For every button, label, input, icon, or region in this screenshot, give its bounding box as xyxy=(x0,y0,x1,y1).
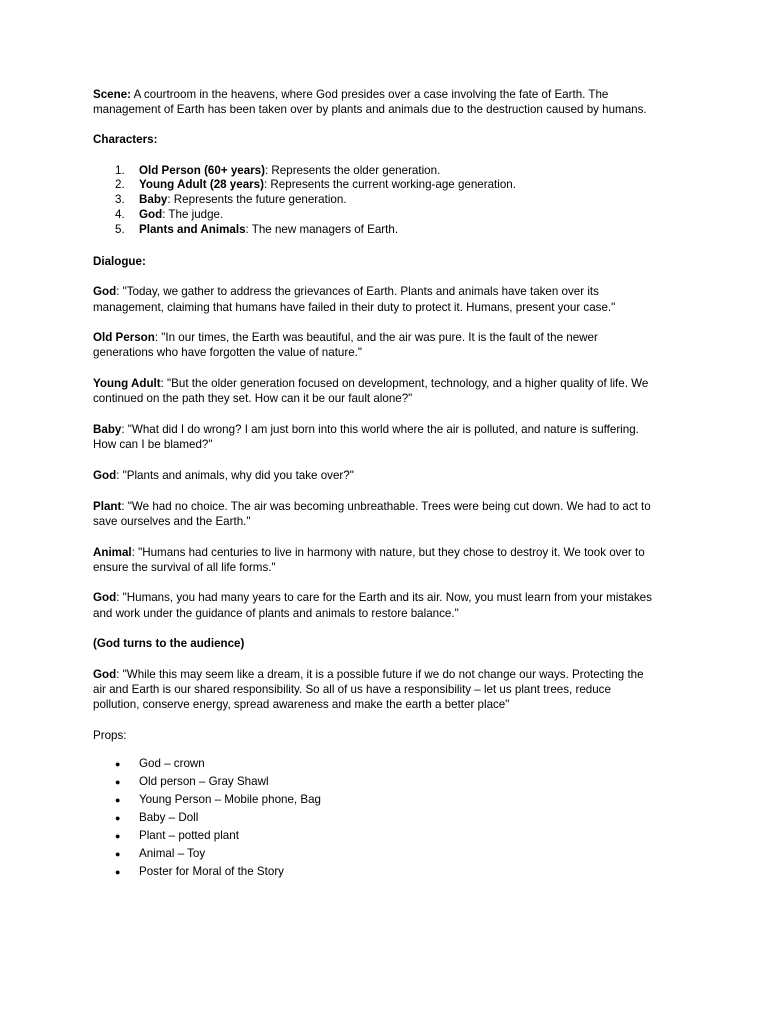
prop-item xyxy=(93,791,653,809)
bullet-icon: ● xyxy=(115,813,121,824)
character-desc: : Represents the current working-age generation. xyxy=(263,178,516,192)
final-dialogue-line xyxy=(93,667,653,713)
dialogue-line xyxy=(93,284,653,314)
props-list xyxy=(93,755,653,881)
bullet-icon: ● xyxy=(115,777,121,788)
scene-label: Scene: xyxy=(93,88,132,101)
prop-text: Baby – Doll xyxy=(139,811,199,825)
dialogue-line xyxy=(93,376,653,406)
scene-text: A courtroom in the heavens, where God presides over a case involving the fate of Earth. The management of Earth has been taken over by plants and animals due to the destruction caused by humans. xyxy=(93,88,647,117)
character-desc: : Represents the future generation. xyxy=(167,193,347,207)
list-number: 1. xyxy=(115,163,125,177)
scene-paragraph xyxy=(93,87,653,117)
speaker-name: God xyxy=(93,468,117,482)
bullet-icon: ● xyxy=(115,759,121,770)
prop-item xyxy=(93,827,653,845)
speech-text: : "In our times, the Earth was beautiful, and the air was pure. It is the fault of the newer generations who have forgotten the value of nature." xyxy=(93,331,598,360)
list-number: 3. xyxy=(115,193,125,207)
list-number: 2. xyxy=(115,178,125,192)
dialogue-line xyxy=(93,422,653,452)
speech-text: : "Humans had centuries to live in harmony with nature, but they chose to destroy it. We took over to ensure the survival of all life forms." xyxy=(93,545,645,574)
speaker-name: Animal xyxy=(93,545,132,559)
prop-text: Old person – Gray Shawl xyxy=(139,775,269,789)
prop-item xyxy=(93,809,653,827)
dialogue-heading-text: Dialogue: xyxy=(93,254,146,268)
speech-text: : "Today, we gather to address the grievances of Earth. Plants and animals have taken over its management, claiming that humans have failed in their duty to protect it. Humans, present your case." xyxy=(93,285,616,314)
character-desc: : The new managers of Earth. xyxy=(245,222,399,236)
dialogue-line xyxy=(93,545,653,575)
prop-text: Young Person – Mobile phone, Bag xyxy=(139,793,321,807)
speech-text: : "We had no choice. The air was becoming unbreathable. Trees were being cut down. We had to act to save ourselves and the Earth." xyxy=(93,499,651,528)
characters-list xyxy=(93,164,653,238)
dialogue-line xyxy=(93,468,653,483)
character-item xyxy=(93,178,653,193)
speech-text: : "Plants and animals, why did you take over?" xyxy=(116,468,354,482)
bullet-icon: ● xyxy=(115,795,121,806)
speaker-name: Old Person xyxy=(93,331,155,345)
speaker-name: God xyxy=(93,668,117,682)
prop-text: Plant – potted plant xyxy=(139,829,239,843)
speaker-name: God xyxy=(93,591,117,605)
prop-item xyxy=(93,755,653,773)
stage-direction xyxy=(93,636,653,651)
character-name: God xyxy=(139,208,163,221)
props-heading: Props: xyxy=(93,729,127,743)
character-desc: : Represents the older generation. xyxy=(264,163,441,177)
dialogue-heading xyxy=(93,254,653,269)
list-number: 5. xyxy=(115,222,125,236)
prop-text: Poster for Moral of the Story xyxy=(139,865,284,879)
prop-item xyxy=(93,863,653,881)
list-number: 4. xyxy=(115,208,125,221)
speech-text: : "But the older generation focused on development, technology, and a higher quality of life. We continued on the path they set. How can it be our fault alone?" xyxy=(93,377,649,406)
character-item xyxy=(93,223,653,238)
speech-text: : "While this may seem like a dream, it is a possible future if we do not change our ways. Protecting the air and Earth is our shared responsibility. So all of us have a responsibility – let us plant trees, reduce pollution, conserve energy, spread awareness and make the earth a better place" xyxy=(93,668,644,712)
script-content xyxy=(93,87,653,881)
bullet-icon: ● xyxy=(115,867,121,878)
character-name: Old Person (60+ years) xyxy=(139,163,265,177)
bullet-icon: ● xyxy=(115,831,121,842)
bullet-icon: ● xyxy=(115,849,121,860)
speaker-name: Baby xyxy=(93,423,122,437)
dialogue-line xyxy=(93,499,653,529)
speaker-name: God xyxy=(93,285,117,299)
prop-item xyxy=(93,845,653,863)
character-name: Young Adult (28 years) xyxy=(139,178,264,192)
prop-text: Animal – Toy xyxy=(139,847,206,861)
character-item xyxy=(93,193,653,208)
speech-text: : "What did I do wrong? I am just born into this world where the air is polluted, and nature is suffering. How can I be blamed?" xyxy=(93,423,639,452)
character-name: Plants and Animals xyxy=(139,222,246,236)
prop-item xyxy=(93,773,653,791)
character-item xyxy=(93,164,653,179)
character-name: Baby xyxy=(139,193,168,207)
speaker-name: Young Adult xyxy=(93,377,161,391)
character-item xyxy=(93,208,653,223)
character-desc: : The judge. xyxy=(162,208,224,221)
characters-heading xyxy=(93,132,653,147)
characters-heading-text: Characters: xyxy=(93,133,158,147)
dialogue-line xyxy=(93,590,653,620)
speaker-name: Plant xyxy=(93,499,122,513)
stage-direction-text: (God turns to the audience) xyxy=(93,637,245,651)
speech-text: : "Humans, you had many years to care for the Earth and its air. Now, you must learn from your mistakes and work under the guidance of plants and animals to restore balance." xyxy=(93,591,652,620)
prop-text: God – crown xyxy=(139,757,205,771)
dialogue-line xyxy=(93,330,653,360)
